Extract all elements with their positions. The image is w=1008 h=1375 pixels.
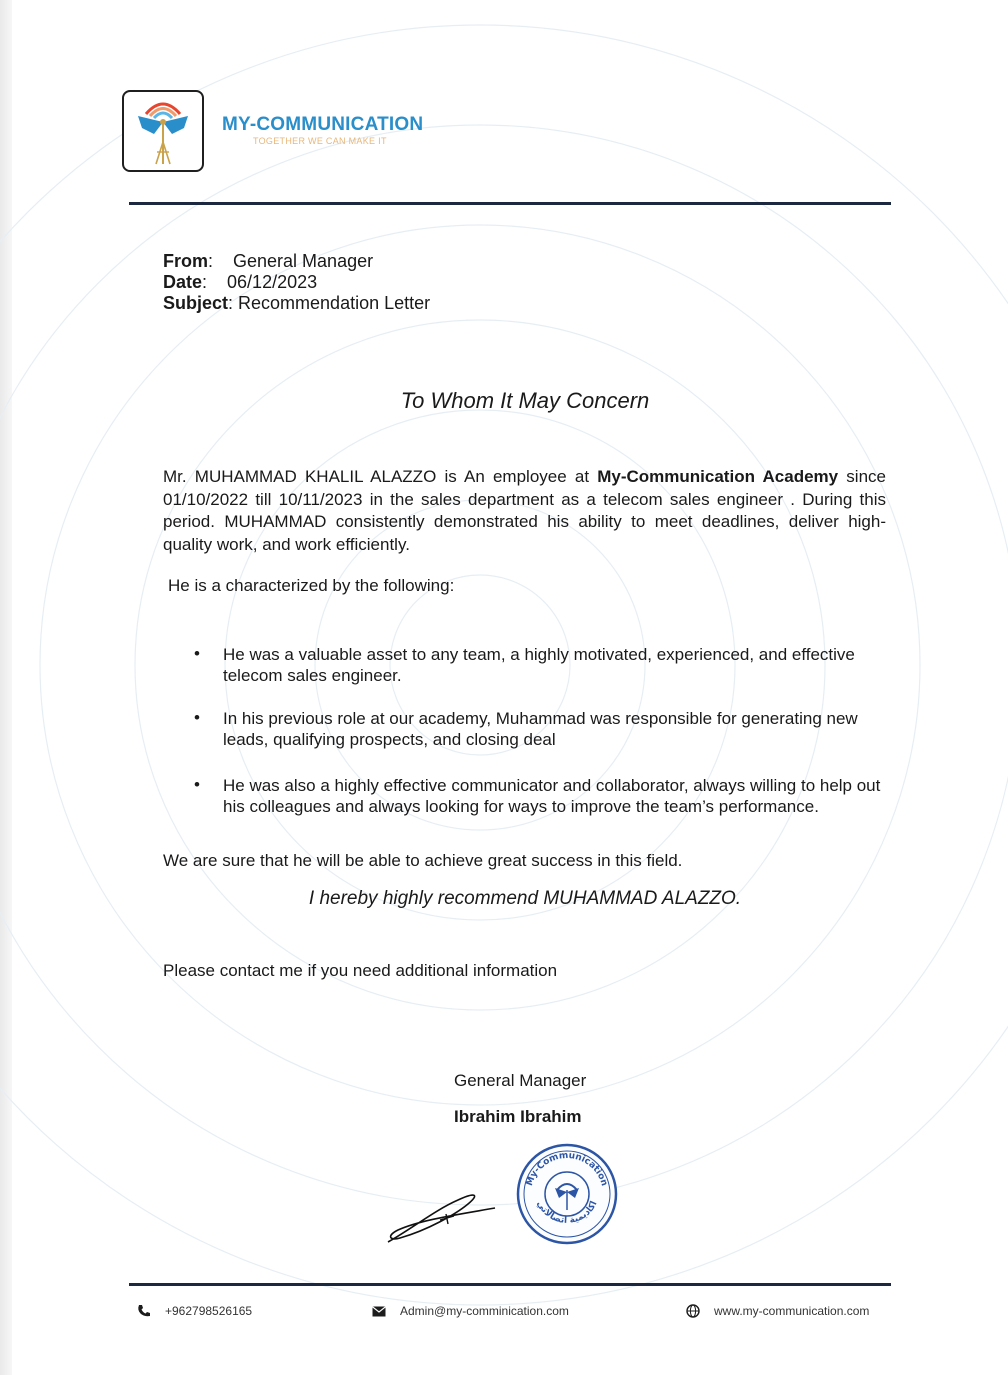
email-address: Admin@my-comminication.com bbox=[400, 1304, 569, 1318]
date-row: Date: 06/12/2023 bbox=[163, 272, 318, 292]
list-item: In his previous role at our academy, Muhammad was responsible for generating new leads, qualifying prospects, and closing deal bbox=[223, 709, 858, 749]
signatory-title: General Manager bbox=[454, 1071, 587, 1090]
company-logo bbox=[122, 90, 204, 172]
letter-meta bbox=[163, 251, 430, 314]
contact-sentence: Please contact me if you need additional information bbox=[163, 961, 558, 980]
globe-icon bbox=[686, 1304, 700, 1318]
closing-sentence: We are sure that he will be able to achieve great success in this field. bbox=[163, 851, 683, 870]
academy-name: My-Communication Academy bbox=[597, 467, 839, 486]
footer-email bbox=[372, 1304, 569, 1318]
header-divider bbox=[129, 202, 891, 205]
traits-intro: He is a characterized by the following: bbox=[168, 576, 455, 595]
greeting: To Whom It May Concern bbox=[400, 388, 650, 413]
date-label: Date bbox=[163, 272, 203, 292]
brand-name: MY-COMMUNICATION bbox=[222, 114, 424, 135]
bullet-icon: • bbox=[194, 644, 200, 663]
subject-value: Recommendation Letter bbox=[238, 293, 431, 313]
subject-label: Subject bbox=[163, 293, 229, 313]
brand-tagline: TOGETHER WE CAN MAKE IT bbox=[253, 136, 387, 146]
footer-phone bbox=[137, 1304, 252, 1318]
seal-text-top: My-Communication bbox=[524, 1150, 610, 1188]
antenna-wings-logo-icon bbox=[124, 92, 202, 170]
envelope-icon bbox=[372, 1306, 386, 1317]
phone-icon bbox=[137, 1304, 151, 1318]
list-item: He was also a highly effective communicator and collaborator, always willing to help out his colleagues and always looking for ways to improve the team’s performance. bbox=[223, 776, 881, 816]
footer-divider bbox=[129, 1283, 891, 1286]
handwritten-signature bbox=[380, 1180, 505, 1250]
seal-text-bottom: اكاديمية اتصالاتي bbox=[534, 1199, 600, 1226]
from-label: From bbox=[163, 251, 208, 271]
footer-website bbox=[686, 1304, 869, 1318]
website-url: www.my-communication.com bbox=[714, 1304, 870, 1318]
intro-paragraph bbox=[163, 466, 886, 556]
bullet-icon: • bbox=[194, 708, 200, 727]
signatory-name: Ibrahim Ibrahim bbox=[454, 1107, 582, 1126]
from-row: From: General Manager bbox=[163, 251, 374, 271]
academy-seal bbox=[515, 1142, 619, 1246]
para-text-1: Mr. MUHAMMAD KHALIL ALAZZO is An employee at bbox=[163, 467, 598, 486]
bullet-icon: • bbox=[194, 775, 200, 794]
phone-number: +962798526165 bbox=[165, 1304, 253, 1318]
date-value: 06/12/2023 bbox=[227, 272, 318, 292]
page-edge bbox=[0, 0, 12, 1375]
subject-row: Subject: Recommendation Letter bbox=[163, 293, 431, 313]
para-text-2: since 01/10/2022 till 10/11/2023 in the sales department as a telecom sales engineer . During this period. MUHAMMAD consistently demonstrated his ability to meet deadlines, deliver high-quality work, and work efficiently. bbox=[163, 467, 886, 554]
from-value: General Manager bbox=[233, 251, 374, 271]
recommendation-statement: I hereby highly recommend MUHAMMAD ALAZZO. bbox=[308, 888, 742, 909]
list-item: He was a valuable asset to any team, a highly motivated, experienced, and effective telecom sales engineer. bbox=[223, 645, 855, 685]
